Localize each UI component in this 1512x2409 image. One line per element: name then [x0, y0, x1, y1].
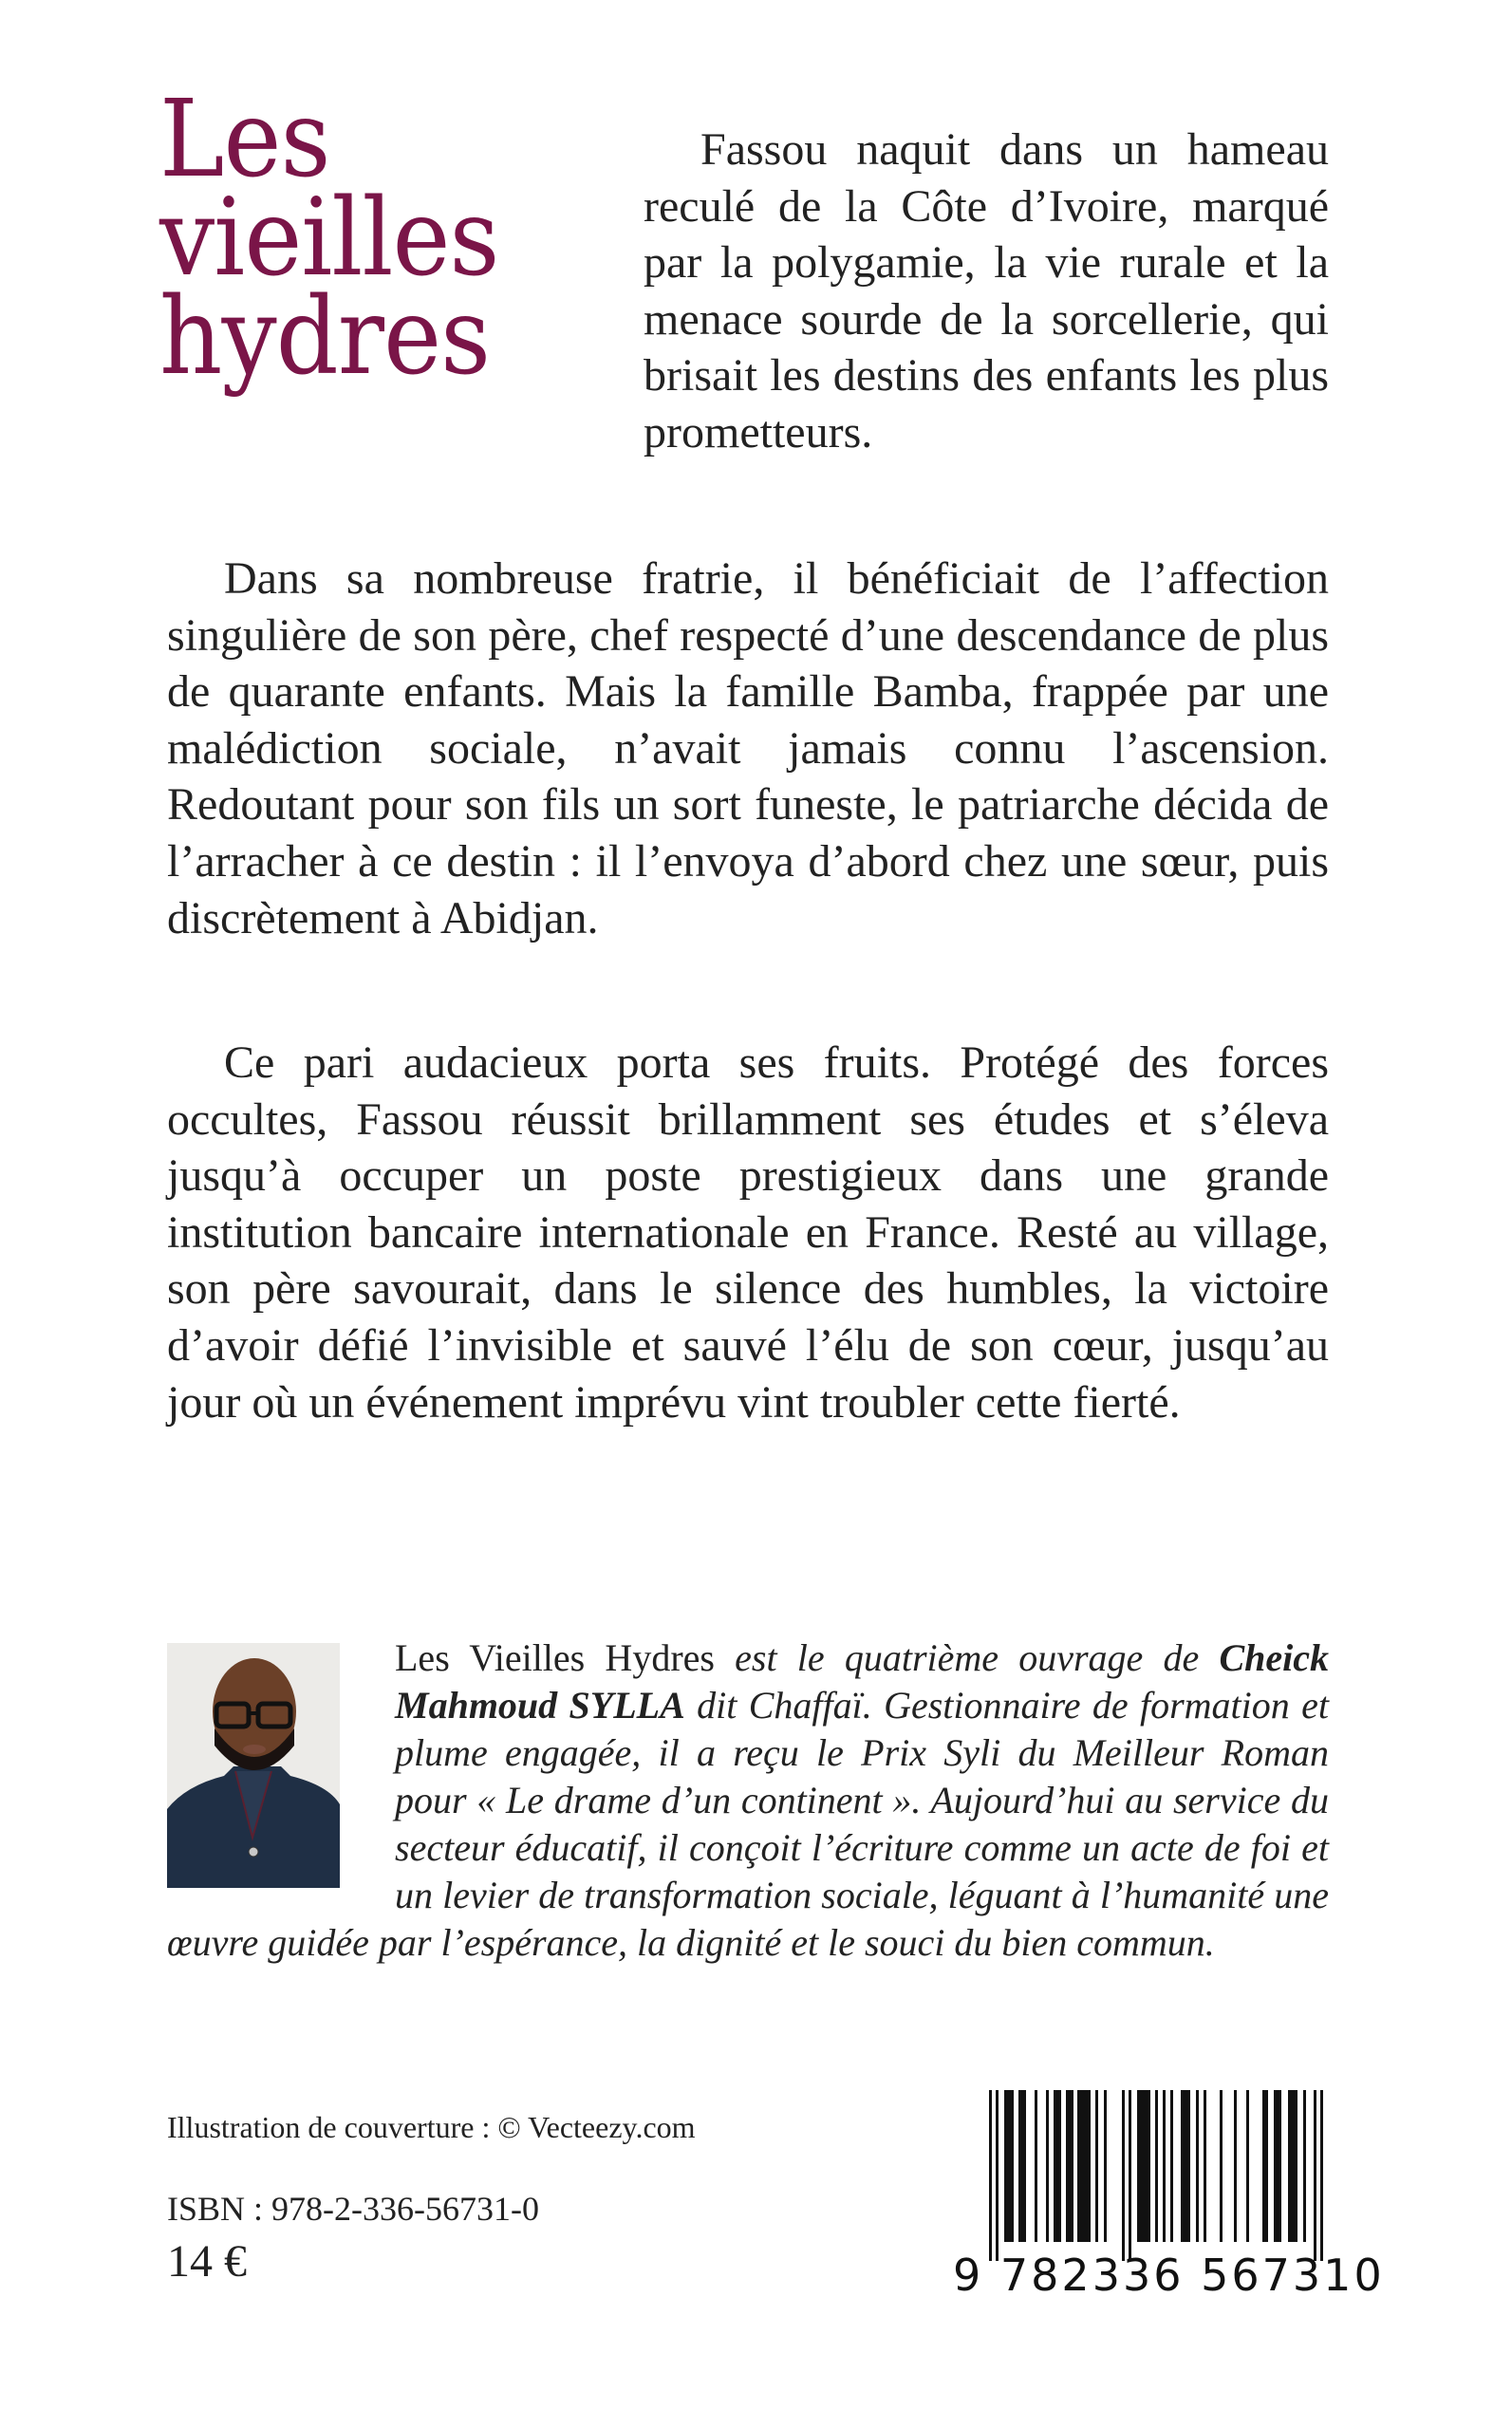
illustration-credit: Illustration de couverture : © Vecteezy.com — [167, 2110, 696, 2144]
synopsis-paragraph-3: Ce pari audacieux porta ses fruits. Protégé des forces occultes, Fassou réussit brillamment ses études et s’éleva jusqu’à occuper un poste prestigieux dans une grande institution bancaire internationale en France. Resté au village, son père savourait, dans le silence des humbles, la victoire d’avoir défié l’invisible et sauvé l’élu de son cœur, jusqu’au jour où un événement imprévu vint troubler cette fierté. — [167, 1037, 1329, 1428]
price: 14 € — [167, 2236, 247, 2287]
synopsis-paragraph-2: Dans sa nombreuse fratrie, il bénéficiait de l’affection singulière de son père, chef respecté d’une descendance de plus de quarante enfants. Mais la famille Bamba, frappée par une malédiction sociale, n’avait jamais connu l’ascension. Redoutant pour son fils un sort funeste, le patriarche décida de l’arracher à ce destin : il l’envoya d’abord chez une sœur, puis discrètement à Abidjan. — [167, 553, 1329, 943]
author-bio — [167, 1634, 1329, 1967]
bio-author-name: Cheick Mahmoud SYLLA — [395, 1636, 1329, 1727]
bio-text-2: dit Chaffaï. Gestionnaire de formation et plume engagée, il a reçu le Prix Syli du Meilleur Roman pour « Le drame d’un continent ». Aujourd’hui au service du secteur éducatif, il conçoit l’écriture comme un acte de foi et un levier de transformation sociale, léguant à l’humanité une œuvre guidée par l’espérance, la dignité et le souci du bien commun. — [167, 1684, 1329, 1964]
title-line-3: hydres — [159, 275, 491, 399]
photo-spacer — [167, 1634, 395, 1919]
bio-text-1: est le quatrième ouvrage de — [714, 1636, 1220, 1679]
book-title — [159, 78, 606, 399]
bio-book-title: Les Vieilles Hydres — [395, 1636, 715, 1679]
isbn: ISBN : 978-2-336-56731-0 — [167, 2190, 539, 2228]
barcode-digits: 9 782336 567310 — [953, 2250, 1385, 2301]
title-line-2: vieilles — [159, 177, 499, 300]
title-line-1: Les — [159, 78, 330, 201]
synopsis-paragraph-1: Fassou naquit dans un hameau reculé de la Côte d’Ivoire, marqué par la polygamie, la vie rurale et la menace sourde de la sorcellerie, qui brisait les destins des enfants les plus prometteurs. — [644, 124, 1329, 458]
